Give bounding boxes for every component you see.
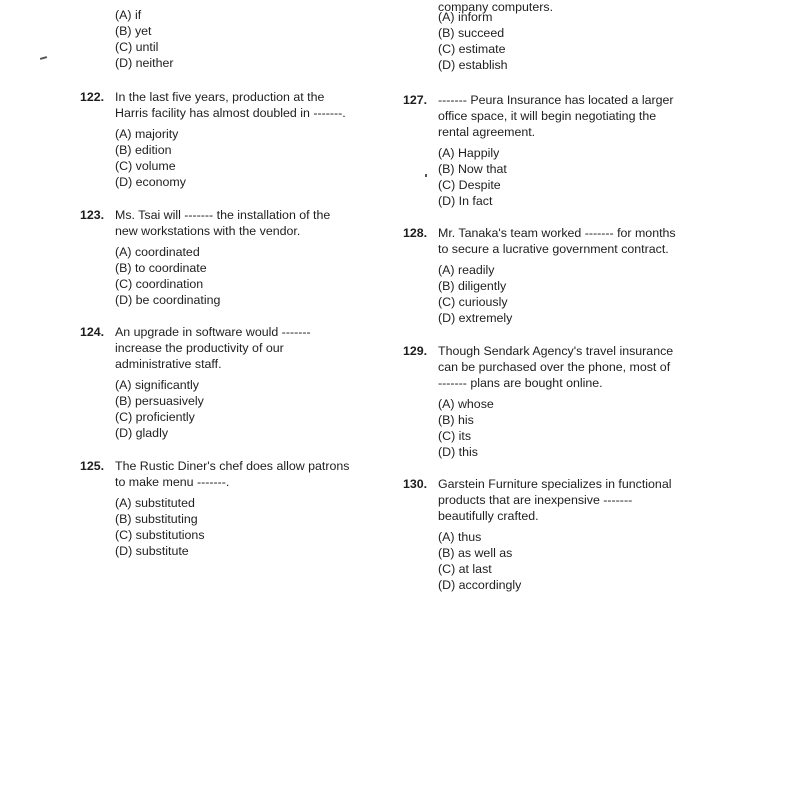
question-stem: An upgrade in software would ------- increase the productivity of our administrative staff. — [115, 325, 311, 371]
answer-option[interactable]: (D) establish — [438, 58, 508, 72]
answer-option[interactable]: (A) if — [115, 8, 142, 22]
answer-option[interactable]: (A) substituted — [115, 496, 195, 510]
question-129 — [403, 343, 713, 460]
question-stem: Garstein Furniture specializes in functional products that are inexpensive ------- beautifully crafted. — [438, 477, 672, 523]
question-number: 122. — [80, 90, 105, 104]
answer-option[interactable]: (D) neither — [115, 56, 174, 70]
answer-option[interactable]: (D) accordingly — [438, 578, 522, 592]
question-number: 127. — [403, 93, 428, 107]
question-122 — [80, 89, 380, 190]
answer-option[interactable]: (D) substitute — [115, 544, 189, 558]
answer-option[interactable]: (A) Happily — [438, 146, 500, 160]
question-stem: In the last five years, production at the Harris facility has almost doubled in -------. — [115, 90, 346, 120]
answer-option[interactable]: (A) thus — [438, 530, 482, 544]
answer-option[interactable]: (C) curiously — [438, 295, 508, 309]
answer-option[interactable]: (C) at last — [438, 562, 492, 576]
answer-option[interactable]: (B) Now that — [438, 162, 507, 176]
answer-option[interactable]: (B) to coordinate — [115, 261, 207, 275]
answer-option[interactable]: (B) his — [438, 413, 474, 427]
question-partial — [403, 0, 713, 73]
answer-option[interactable]: (B) edition — [115, 143, 172, 157]
answer-option[interactable]: (C) until — [115, 40, 159, 54]
question-stem: ------- Peura Insurance has located a larger office space, it will begin negotiating the rental agreement. — [438, 93, 674, 139]
question-125 — [80, 458, 380, 559]
answer-option[interactable]: (C) estimate — [438, 42, 506, 56]
question-stem-cut: company computers. — [438, 0, 554, 14]
answer-option[interactable]: (B) persuasively — [115, 394, 204, 408]
question-number: 123. — [80, 208, 105, 222]
answer-option[interactable]: (D) extremely — [438, 311, 513, 325]
question-123 — [80, 207, 380, 308]
question-number: 130. — [403, 477, 428, 491]
question-number: 125. — [80, 459, 105, 473]
scan-speck — [40, 56, 47, 60]
answer-option[interactable]: (C) Despite — [438, 178, 501, 192]
answer-option[interactable]: (C) coordination — [115, 277, 204, 291]
question-stem: Ms. Tsai will ------- the installation of the new workstations with the vendor. — [115, 208, 331, 238]
answer-option[interactable]: (A) majority — [115, 127, 179, 141]
question-stem: The Rustic Diner's chef does allow patrons to make menu -------. — [115, 459, 350, 489]
question-127 — [403, 92, 713, 209]
question-number: 124. — [80, 325, 105, 339]
answer-option[interactable]: (D) gladly — [115, 426, 169, 440]
question-partial — [80, 7, 380, 71]
question-stem: Though Sendark Agency's travel insurance can be purchased over the phone, most of ------- plans are bought online. — [438, 344, 674, 390]
answer-option[interactable]: (A) coordinated — [115, 245, 200, 259]
answer-option[interactable]: (B) substituting — [115, 512, 198, 526]
answer-option[interactable]: (A) significantly — [115, 378, 200, 392]
question-128 — [403, 225, 713, 326]
answer-option[interactable]: (B) succeed — [438, 26, 505, 40]
question-number: 129. — [403, 344, 428, 358]
answer-option[interactable]: (C) proficiently — [115, 410, 195, 424]
answer-option[interactable]: (D) economy — [115, 175, 186, 189]
answer-option[interactable]: (D) In fact — [438, 194, 493, 208]
answer-option[interactable]: (B) yet — [115, 24, 152, 38]
answer-option[interactable]: (C) its — [438, 429, 472, 443]
answer-option[interactable]: (C) substitutions — [115, 528, 205, 542]
answer-option[interactable]: (A) readily — [438, 263, 495, 277]
answer-option[interactable]: (C) volume — [115, 159, 176, 173]
answer-option[interactable]: (D) be coordinating — [115, 293, 221, 307]
answer-option[interactable]: (A) inform — [438, 10, 493, 24]
question-stem: Mr. Tanaka's team worked ------- for months to secure a lucrative government contract. — [438, 226, 676, 256]
answer-option[interactable]: (B) diligently — [438, 279, 507, 293]
question-130 — [403, 476, 713, 593]
answer-option[interactable]: (D) this — [438, 445, 478, 459]
answer-option[interactable]: (B) as well as — [438, 546, 513, 560]
answer-option[interactable]: (A) whose — [438, 397, 494, 411]
question-number: 128. — [403, 226, 428, 240]
question-124 — [80, 324, 380, 441]
